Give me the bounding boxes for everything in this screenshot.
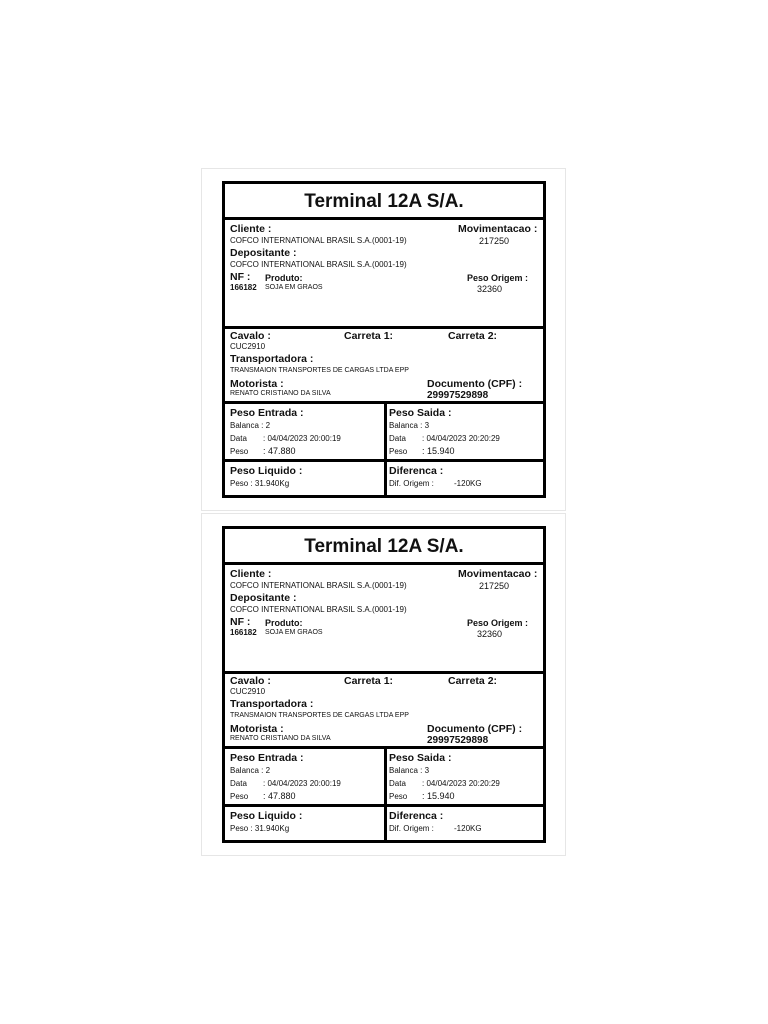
result-section bbox=[225, 807, 543, 840]
column-divider bbox=[384, 807, 387, 840]
entrada-balanca: Balanca : 2 bbox=[230, 766, 271, 775]
movimentacao-label: Movimentacao : bbox=[458, 568, 538, 580]
cliente-label: Cliente : bbox=[230, 223, 272, 235]
column-divider bbox=[384, 404, 387, 459]
weights-section bbox=[225, 749, 543, 807]
saida-data-label: Data bbox=[389, 779, 406, 788]
client-section bbox=[225, 220, 543, 329]
transport-section bbox=[225, 674, 543, 749]
nf-value: 166182 bbox=[230, 628, 257, 637]
transport-section bbox=[225, 329, 543, 404]
dif-origem-label: Dif. Origem : bbox=[389, 824, 434, 833]
motorista-label: Motorista : bbox=[230, 378, 284, 390]
saida-data-value: : 04/04/2023 20:20:29 bbox=[422, 434, 500, 443]
saida-data-label: Data bbox=[389, 434, 406, 443]
entrada-data-value: : 04/04/2023 20:00:19 bbox=[263, 779, 341, 788]
ticket-title: Terminal 12A S/A. bbox=[225, 529, 543, 565]
peso-origem-value: 32360 bbox=[477, 629, 503, 639]
entrada-peso-label: Peso bbox=[230, 447, 249, 456]
cavalo-value: CUC2910 bbox=[230, 342, 266, 351]
weighing-ticket bbox=[222, 181, 546, 498]
motorista-value: RENATO CRISTIANO DA SILVA bbox=[230, 390, 331, 397]
peso-entrada-label: Peso Entrada : bbox=[230, 407, 304, 419]
produto-label: Produto: bbox=[265, 618, 303, 628]
carreta2-label: Carreta 2: bbox=[448, 675, 498, 687]
motorista-value: RENATO CRISTIANO DA SILVA bbox=[230, 735, 331, 742]
peso-entrada-label: Peso Entrada : bbox=[230, 752, 304, 764]
peso-liquido-value: Peso : 31.940Kg bbox=[230, 824, 290, 833]
carreta2-label: Carreta 2: bbox=[448, 330, 498, 342]
peso-liquido-value: Peso : 31.940Kg bbox=[230, 479, 290, 488]
transportadora-value: TRANSMAION TRANSPORTES DE CARGAS LTDA EPP bbox=[230, 367, 409, 374]
saida-peso-value: : 15.940 bbox=[422, 446, 455, 456]
produto-value: SOJA EM GRAOS bbox=[265, 284, 323, 291]
peso-saida-label: Peso Saida : bbox=[389, 407, 452, 419]
documento-label: Documento (CPF) : bbox=[427, 378, 523, 390]
weighing-ticket bbox=[222, 526, 546, 843]
transportadora-value: TRANSMAION TRANSPORTES DE CARGAS LTDA EPP bbox=[230, 712, 409, 719]
entrada-peso-value: : 47.880 bbox=[263, 791, 296, 801]
saida-peso-value: : 15.940 bbox=[422, 791, 455, 801]
diferenca-label: Diferenca : bbox=[389, 810, 444, 822]
diferenca-label: Diferenca : bbox=[389, 465, 444, 477]
depositante-label: Depositante : bbox=[230, 592, 297, 604]
ticket-title: Terminal 12A S/A. bbox=[225, 184, 543, 220]
produto-value: SOJA EM GRAOS bbox=[265, 629, 323, 636]
movimentacao-value: 217250 bbox=[479, 581, 510, 591]
transportadora-label: Transportadora : bbox=[230, 698, 314, 710]
carreta1-label: Carreta 1: bbox=[344, 330, 394, 342]
entrada-peso-label: Peso bbox=[230, 792, 249, 801]
peso-liquido-label: Peso Liquido : bbox=[230, 810, 303, 822]
entrada-peso-value: : 47.880 bbox=[263, 446, 296, 456]
saida-peso-label: Peso bbox=[389, 792, 408, 801]
ticket-sheet-1 bbox=[201, 168, 566, 511]
nf-label: NF : bbox=[230, 271, 251, 283]
peso-origem-label: Peso Origem : bbox=[467, 618, 529, 628]
depositante-label: Depositante : bbox=[230, 247, 297, 259]
saida-balanca: Balanca : 3 bbox=[389, 766, 430, 775]
peso-origem-label: Peso Origem : bbox=[467, 273, 529, 283]
entrada-data-value: : 04/04/2023 20:00:19 bbox=[263, 434, 341, 443]
entrada-data-label: Data bbox=[230, 434, 247, 443]
carreta1-label: Carreta 1: bbox=[344, 675, 394, 687]
saida-balanca: Balanca : 3 bbox=[389, 421, 430, 430]
documento-value: 29997529898 bbox=[427, 735, 489, 746]
weights-section bbox=[225, 404, 543, 462]
nf-label: NF : bbox=[230, 616, 251, 628]
depositante-value: COFCO INTERNATIONAL BRASIL S.A.(0001-19) bbox=[230, 260, 407, 269]
entrada-data-label: Data bbox=[230, 779, 247, 788]
motorista-label: Motorista : bbox=[230, 723, 284, 735]
documento-value: 29997529898 bbox=[427, 390, 489, 401]
transportadora-label: Transportadora : bbox=[230, 353, 314, 365]
peso-origem-value: 32360 bbox=[477, 284, 503, 294]
client-section bbox=[225, 565, 543, 674]
cavalo-label: Cavalo : bbox=[230, 675, 271, 687]
dif-origem-label: Dif. Origem : bbox=[389, 479, 434, 488]
saida-peso-label: Peso bbox=[389, 447, 408, 456]
nf-value: 166182 bbox=[230, 283, 257, 292]
cliente-value: COFCO INTERNATIONAL BRASIL S.A.(0001-19) bbox=[230, 581, 407, 590]
peso-liquido-label: Peso Liquido : bbox=[230, 465, 303, 477]
cliente-value: COFCO INTERNATIONAL BRASIL S.A.(0001-19) bbox=[230, 236, 407, 245]
saida-data-value: : 04/04/2023 20:20:29 bbox=[422, 779, 500, 788]
documento-label: Documento (CPF) : bbox=[427, 723, 523, 735]
entrada-balanca: Balanca : 2 bbox=[230, 421, 271, 430]
movimentacao-value: 217250 bbox=[479, 236, 510, 246]
result-section bbox=[225, 462, 543, 495]
movimentacao-label: Movimentacao : bbox=[458, 223, 538, 235]
peso-saida-label: Peso Saida : bbox=[389, 752, 452, 764]
cavalo-label: Cavalo : bbox=[230, 330, 271, 342]
ticket-sheet-2 bbox=[201, 513, 566, 856]
produto-label: Produto: bbox=[265, 273, 303, 283]
cavalo-value: CUC2910 bbox=[230, 687, 266, 696]
depositante-value: COFCO INTERNATIONAL BRASIL S.A.(0001-19) bbox=[230, 605, 407, 614]
dif-origem-value: -120KG bbox=[454, 479, 482, 488]
column-divider bbox=[384, 749, 387, 804]
column-divider bbox=[384, 462, 387, 495]
dif-origem-value: -120KG bbox=[454, 824, 482, 833]
cliente-label: Cliente : bbox=[230, 568, 272, 580]
